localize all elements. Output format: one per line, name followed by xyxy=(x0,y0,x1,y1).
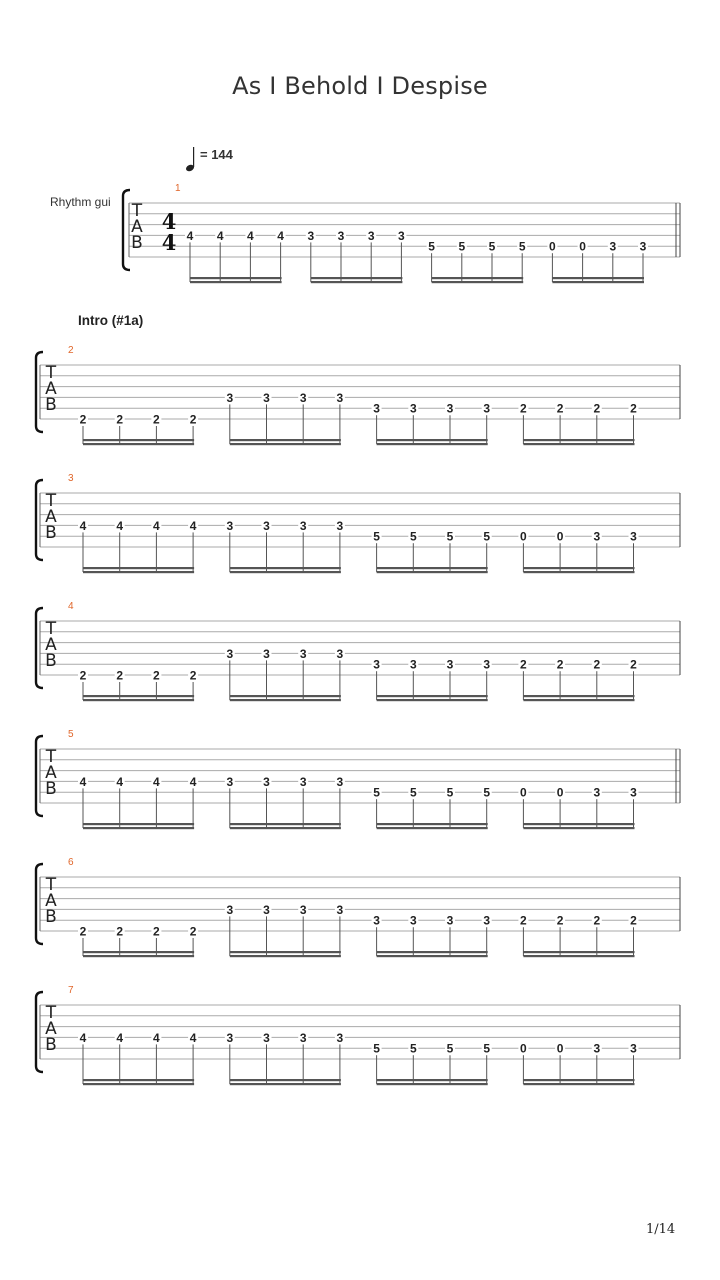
beam xyxy=(83,827,194,829)
fret-number: 3 xyxy=(630,1041,637,1056)
beam xyxy=(230,1083,341,1085)
beam xyxy=(432,281,524,283)
fret-number: 2 xyxy=(630,657,637,672)
fret-number: 2 xyxy=(630,401,637,416)
fret-number: 3 xyxy=(373,401,380,416)
fret-number: 0 xyxy=(520,1041,527,1056)
beam xyxy=(377,823,488,825)
fret-number: 3 xyxy=(483,913,491,928)
beam xyxy=(377,567,488,569)
tab-clef-letter: B xyxy=(45,779,57,799)
tab-clef-letter: A xyxy=(45,763,57,783)
fret-number: 3 xyxy=(630,785,637,800)
tab-clef-letter: A xyxy=(45,507,57,527)
beam xyxy=(83,439,194,441)
fret-number: 2 xyxy=(520,401,527,416)
beam xyxy=(230,699,341,701)
fret-number: 3 xyxy=(226,1030,234,1045)
fret-number: 2 xyxy=(520,913,527,928)
fret-number: 3 xyxy=(609,239,617,254)
tab-clef-letter: B xyxy=(45,1035,57,1055)
beam xyxy=(83,443,194,445)
fret-number: 3 xyxy=(299,1030,307,1045)
fret-number: 3 xyxy=(336,518,344,533)
fret-number: 4 xyxy=(116,774,124,789)
beam xyxy=(230,823,341,825)
tab-clef-letter: B xyxy=(45,523,57,543)
fret-number: 3 xyxy=(336,1030,344,1045)
fret-number: 5 xyxy=(483,1041,491,1056)
beam xyxy=(230,827,341,829)
beam xyxy=(83,567,194,569)
fret-number: 3 xyxy=(336,774,344,789)
beam xyxy=(552,277,644,279)
fret-number: 5 xyxy=(373,785,380,800)
fret-number: 5 xyxy=(428,239,435,254)
fret-number: 4 xyxy=(153,518,160,533)
beam xyxy=(230,567,341,569)
fret-number: 5 xyxy=(446,785,454,800)
tab-clef-letter: A xyxy=(45,1019,57,1039)
fret-number: 4 xyxy=(189,518,197,533)
tab-clef-letter: A xyxy=(45,379,57,399)
fret-number: 3 xyxy=(446,913,454,928)
fret-number: 3 xyxy=(336,646,344,661)
fret-number: 4 xyxy=(189,1030,197,1045)
fret-number: 4 xyxy=(153,1030,160,1045)
tab-clef-letter: T xyxy=(45,619,57,639)
fret-number: 4 xyxy=(79,774,87,789)
fret-number: 3 xyxy=(263,646,270,661)
fret-number: 3 xyxy=(373,913,380,928)
tab-clef-letter: T xyxy=(45,491,57,511)
fret-number: 5 xyxy=(373,1041,380,1056)
fret-number: 5 xyxy=(518,239,526,254)
fret-number: 3 xyxy=(593,785,601,800)
fret-number: 5 xyxy=(458,239,466,254)
fret-number: 2 xyxy=(153,668,160,683)
beam xyxy=(523,1083,634,1085)
bar-number: 2 xyxy=(68,345,74,356)
beam xyxy=(230,955,341,957)
section-marker: Intro (#1a) xyxy=(78,313,144,328)
fret-number: 2 xyxy=(116,412,124,427)
page-number: 1/14 xyxy=(646,1222,676,1237)
fret-number: 2 xyxy=(153,412,160,427)
fret-number: 4 xyxy=(247,228,254,243)
beam xyxy=(230,951,341,953)
fret-number: 2 xyxy=(116,668,124,683)
bar-number: 1 xyxy=(175,183,181,194)
tab-clef-letter: A xyxy=(45,891,57,911)
beam xyxy=(190,281,282,283)
fret-number: 4 xyxy=(116,518,124,533)
fret-number: 2 xyxy=(79,924,87,939)
beam xyxy=(311,281,403,283)
beam xyxy=(377,571,488,573)
fret-number: 3 xyxy=(226,774,234,789)
beam xyxy=(230,443,341,445)
fret-number: 4 xyxy=(79,1030,87,1045)
fret-number: 3 xyxy=(483,657,491,672)
beam xyxy=(523,955,634,957)
fret-number: 3 xyxy=(639,239,647,254)
beam xyxy=(377,443,488,445)
fret-number: 0 xyxy=(556,1041,564,1056)
fret-number: 5 xyxy=(488,239,496,254)
fret-number: 2 xyxy=(593,913,601,928)
fret-number: 3 xyxy=(336,902,344,917)
bar-number: 5 xyxy=(68,729,74,740)
fret-number: 3 xyxy=(398,228,405,243)
fret-number: 5 xyxy=(409,785,417,800)
tab-clef-letter: T xyxy=(45,747,57,767)
beam xyxy=(377,951,488,953)
beam xyxy=(523,443,634,445)
fret-number: 0 xyxy=(549,239,556,254)
fret-number: 3 xyxy=(630,529,637,544)
tab-clef-letter: T xyxy=(131,201,143,221)
beam xyxy=(83,823,194,825)
beam xyxy=(230,439,341,441)
fret-number: 3 xyxy=(336,390,344,405)
tab-clef-letter: B xyxy=(45,907,57,927)
beam xyxy=(523,567,634,569)
fret-number: 3 xyxy=(263,390,270,405)
fret-number: 3 xyxy=(446,657,454,672)
fret-number: 4 xyxy=(116,1030,124,1045)
bar-number: 7 xyxy=(68,985,74,996)
fret-number: 5 xyxy=(409,1041,417,1056)
beam xyxy=(377,1079,488,1081)
fret-number: 3 xyxy=(263,518,270,533)
fret-number: 2 xyxy=(79,668,87,683)
fret-number: 3 xyxy=(446,401,454,416)
beam xyxy=(83,699,194,701)
bar-number: 6 xyxy=(68,857,74,868)
fret-number: 2 xyxy=(189,668,197,683)
fret-number: 3 xyxy=(299,518,307,533)
fret-number: 3 xyxy=(263,902,270,917)
fret-number: 2 xyxy=(153,924,160,939)
fret-number: 2 xyxy=(116,924,124,939)
fret-number: 2 xyxy=(593,657,601,672)
fret-number: 3 xyxy=(409,657,417,672)
beam xyxy=(523,827,634,829)
beam xyxy=(523,571,634,573)
fret-number: 3 xyxy=(263,774,270,789)
beam xyxy=(230,1079,341,1081)
tab-clef-letter: B xyxy=(45,651,57,671)
beam xyxy=(230,571,341,573)
beam xyxy=(377,827,488,829)
fret-number: 5 xyxy=(409,529,417,544)
beam xyxy=(377,955,488,957)
tab-clef-letter: T xyxy=(45,1003,57,1023)
fret-number: 3 xyxy=(337,228,345,243)
fret-number: 0 xyxy=(556,529,564,544)
fret-number: 5 xyxy=(373,529,380,544)
fret-number: 3 xyxy=(593,1041,601,1056)
beam xyxy=(377,1083,488,1085)
fret-number: 3 xyxy=(226,390,234,405)
fret-number: 4 xyxy=(189,774,197,789)
fret-number: 5 xyxy=(446,529,454,544)
fret-number: 3 xyxy=(483,401,491,416)
beam xyxy=(83,1079,194,1081)
fret-number: 4 xyxy=(153,774,160,789)
beam xyxy=(83,1083,194,1085)
fret-number: 3 xyxy=(263,1030,270,1045)
beam xyxy=(83,695,194,697)
fret-number: 5 xyxy=(446,1041,454,1056)
fret-number: 5 xyxy=(483,785,491,800)
fret-number: 3 xyxy=(409,401,417,416)
fret-number: 3 xyxy=(307,228,315,243)
fret-number: 4 xyxy=(186,228,194,243)
fret-number: 4 xyxy=(277,228,284,243)
beam xyxy=(523,1079,634,1081)
fret-number: 3 xyxy=(367,228,375,243)
beam xyxy=(523,439,634,441)
beam xyxy=(190,277,282,279)
fret-number: 2 xyxy=(556,401,564,416)
beam xyxy=(523,695,634,697)
fret-number: 3 xyxy=(409,913,417,928)
tempo-marking xyxy=(185,147,195,172)
fret-number: 3 xyxy=(226,518,234,533)
beam xyxy=(523,823,634,825)
fret-number: 0 xyxy=(520,529,527,544)
beam xyxy=(230,695,341,697)
fret-number: 3 xyxy=(226,902,234,917)
fret-number: 2 xyxy=(630,913,637,928)
beam xyxy=(311,277,403,279)
tab-clef-letter: B xyxy=(131,233,143,253)
tempo-value: = 144 xyxy=(200,147,233,162)
beam xyxy=(83,951,194,953)
fret-number: 0 xyxy=(556,785,564,800)
tab-clef-letter: B xyxy=(45,395,57,415)
fret-number: 4 xyxy=(79,518,87,533)
tab-clef-letter: T xyxy=(45,875,57,895)
fret-number: 2 xyxy=(189,924,197,939)
fret-number: 4 xyxy=(216,228,224,243)
fret-number: 3 xyxy=(299,646,307,661)
tab-clef-letter: A xyxy=(131,217,143,237)
beam xyxy=(552,281,644,283)
song-title: As I Behold I Despise xyxy=(232,72,488,100)
fret-number: 5 xyxy=(483,529,491,544)
beam xyxy=(432,277,524,279)
fret-number: 3 xyxy=(299,390,307,405)
beam xyxy=(523,951,634,953)
time-signature-bottom: 4 xyxy=(161,230,177,255)
fret-number: 3 xyxy=(226,646,234,661)
instrument-label: Rhythm gui xyxy=(50,195,111,209)
fret-number: 0 xyxy=(579,239,586,254)
fret-number: 2 xyxy=(556,657,564,672)
beam xyxy=(83,955,194,957)
fret-number: 2 xyxy=(520,657,527,672)
fret-number: 0 xyxy=(520,785,527,800)
tab-clef-letter: A xyxy=(45,635,57,655)
beam xyxy=(377,695,488,697)
fret-number: 2 xyxy=(189,412,197,427)
bar-number: 3 xyxy=(68,473,74,484)
beam xyxy=(377,439,488,441)
tab-clef-letter: T xyxy=(45,363,57,383)
beam xyxy=(83,571,194,573)
fret-number: 3 xyxy=(373,657,380,672)
bar-number: 4 xyxy=(68,601,74,612)
beam xyxy=(523,699,634,701)
time-signature-top: 4 xyxy=(161,209,177,234)
fret-number: 2 xyxy=(79,412,87,427)
fret-number: 3 xyxy=(299,902,307,917)
fret-number: 3 xyxy=(593,529,601,544)
fret-number: 3 xyxy=(299,774,307,789)
beam xyxy=(377,699,488,701)
fret-number: 2 xyxy=(556,913,564,928)
fret-number: 2 xyxy=(593,401,601,416)
